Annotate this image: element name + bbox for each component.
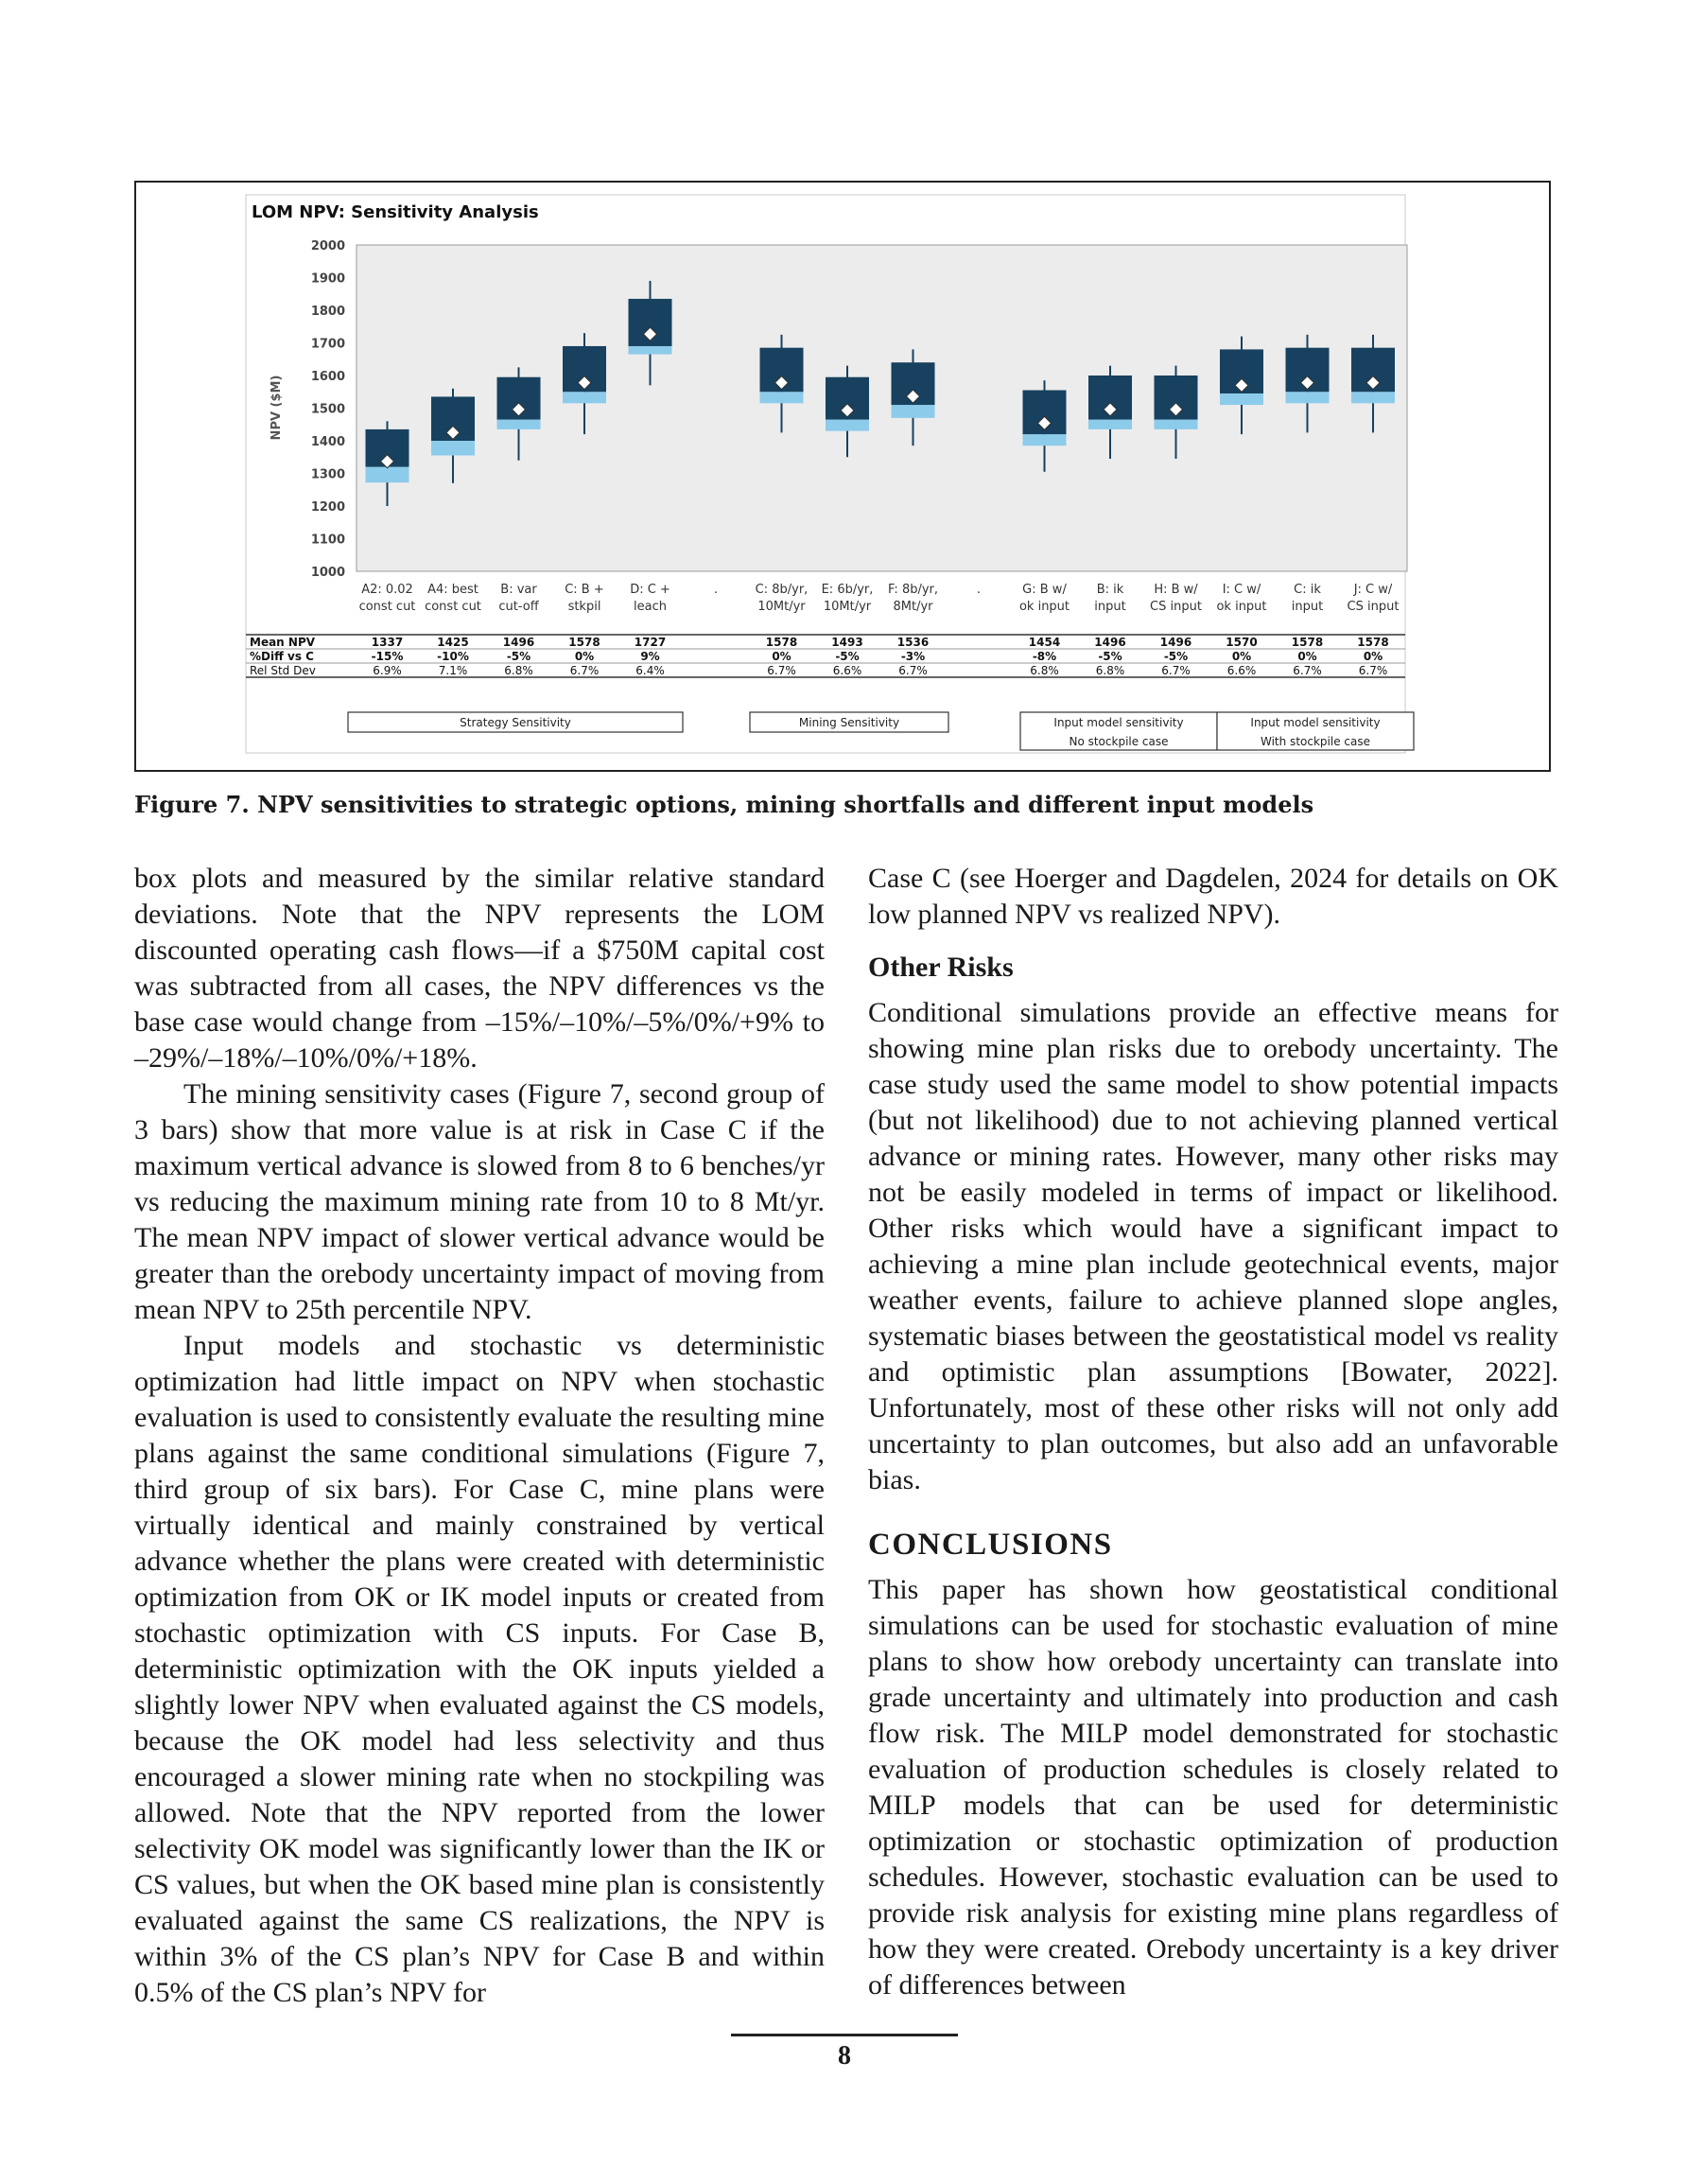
paragraph: Case C (see Hoerger and Dagdelen, 2024 for details on OK low planned NPV vs realized NPV). (868, 863, 1558, 930)
category-label: const cut (358, 600, 416, 614)
category-label: C: 8b/yr, (755, 583, 809, 597)
category-label: B: var (500, 583, 537, 597)
category-label: . (976, 583, 982, 597)
paragraph: Conditional simulations provide an effective means for showing mine plan risks due to orebody uncertainty. The case study used the same model to show potential impacts (but not likelihood) due to not achieving planned vertical advance or mining rates. However, many other risks may not be easily modeled in terms of impact or likelihood. Other risks which would have a significant impact to achieving a mine plan include geotechnical events, major weather events, failure to achieve planned slope angles, systematic biases between the geostatistical model vs reality and optimistic plan assumptions [Bowater, 2022]. Unfortunately, most of these other risks will not only add uncertainty to plan outcomes, but also add an unfavorable bias. (868, 997, 1558, 1495)
table-cell: -5% (506, 650, 531, 663)
table-row-label: %Diff vs C (250, 650, 314, 663)
table-cell: 1425 (437, 636, 469, 649)
y-tick-label: 1300 (310, 467, 345, 482)
table-cell: 6.6% (1226, 664, 1257, 677)
y-axis-label: NPV ($M) (270, 375, 284, 441)
category-label: input (1094, 600, 1126, 614)
box-lower-quartile (1351, 392, 1395, 403)
category-label: ok input (1018, 600, 1070, 614)
table-cell: 9% (640, 650, 660, 663)
table-cell: 6.8% (1030, 664, 1059, 677)
table-cell: 1493 (831, 636, 863, 649)
table-cell: 6.7% (898, 664, 928, 677)
table-cell: 6.4% (635, 664, 665, 677)
right-column (868, 861, 1558, 2003)
y-tick-label: 1500 (310, 402, 345, 417)
paragraph: This paper has shown how geostatistical conditional simulations can be used for stochastic evaluation of mine plans to show how orebody uncertainty can translate into grade uncertainty and ultimately into production and cash flow risk. The MILP model demonstrated for stochastic evaluation of production schedules is closely related to MILP models that can be used for deterministic optimization or stochastic optimization of production schedules. However, stochastic evaluation can be used to provide risk analysis for existing mine plans regardless of how they were created. Orebody uncertainty is a key driver of differences between (868, 1574, 1558, 2001)
category-label: G: B w/ (1022, 583, 1067, 597)
box-plot-chart (136, 183, 1549, 770)
table-cell: 1496 (502, 636, 535, 649)
table-cell: 6.8% (504, 664, 533, 677)
table-cell: 1578 (1357, 636, 1389, 649)
table-cell: -8% (1032, 650, 1057, 663)
group-label: Strategy Sensitivity (460, 716, 571, 729)
category-label: B: ik (1096, 583, 1124, 597)
category-label: input (1291, 600, 1324, 614)
group-label: With stockpile case (1261, 735, 1370, 748)
y-tick-label: 1600 (310, 370, 345, 384)
category-label: D: C + (630, 583, 670, 597)
table-cell: 0% (574, 650, 595, 663)
table-cell: 1454 (1028, 636, 1061, 649)
table-cell: 6.8% (1095, 664, 1125, 677)
table-cell: 1578 (568, 636, 600, 649)
table-cell: 1337 (371, 636, 404, 649)
box-lower-quartile (760, 392, 804, 403)
table-cell: 6.7% (569, 664, 600, 677)
paragraph: The mining sensitivity cases (Figure 7, second group of 3 bars) show that more value is at risk in Case C if the maximum vertical advance is slowed from 8 to 6 benches/yr vs reducing the maximum mining rate from 10 to 8 Mt/yr. The mean NPV impact of slower vertical advance would be greater than the orebody uncertainty impact of moving from mean NPV to 25th percentile NPV. (134, 1078, 825, 1325)
category-label: A2: 0.02 (361, 583, 413, 597)
table-row-label: Mean NPV (250, 636, 316, 649)
section-heading-conclusions: CONCLUSIONS (868, 1528, 1113, 1562)
table-cell: 6.9% (373, 664, 402, 677)
table-cell: -3% (900, 650, 926, 663)
box-lower-quartile (431, 441, 475, 456)
box-lower-quartile (1155, 420, 1198, 429)
category-label: ok input (1216, 600, 1267, 614)
table-row-label: Rel Std Dev (250, 664, 316, 677)
table-cell: -5% (1098, 650, 1122, 663)
box-lower-quartile (1023, 434, 1067, 446)
table-cell: -15% (371, 650, 404, 663)
paragraph: box plots and measured by the similar relative standard deviations. Note that the NPV represents the LOM discounted operating cash flows—if a $750M capital cost was subtracted from all cases, the NPV differences vs the base case would change from –15%/–10%/–5%/0%/+9% to –29%/–18%/–10%/0%/+18%. (134, 863, 825, 1074)
chart-title: LOM NPV: Sensitivity Analysis (252, 202, 539, 222)
y-tick-label: 1200 (310, 500, 345, 515)
y-tick-label: 1700 (310, 337, 345, 352)
category-label: C: ik (1294, 583, 1321, 597)
page-number: 8 (838, 2041, 851, 2070)
y-tick-label: 2000 (310, 239, 345, 253)
category-label: cut-off (498, 600, 539, 614)
table-cell: 1496 (1159, 636, 1192, 649)
box-lower-quartile (892, 405, 935, 418)
table-cell: 0% (772, 650, 791, 663)
table-cell: 6.7% (767, 664, 796, 677)
box-lower-quartile (366, 467, 409, 483)
table-cell: 1578 (1291, 636, 1324, 649)
y-tick-label: 1100 (310, 533, 345, 548)
table-cell: 6.7% (1161, 664, 1191, 677)
category-label: F: 8b/yr, (887, 583, 939, 597)
table-cell: -5% (835, 650, 860, 663)
y-tick-label: 1400 (310, 435, 345, 449)
table-cell: 6.6% (832, 664, 862, 677)
figure-frame (134, 181, 1551, 772)
table-cell: -5% (1163, 650, 1189, 663)
box-lower-quartile (826, 420, 869, 431)
category-label: C: B + (565, 583, 604, 597)
left-column (134, 861, 825, 2011)
box-lower-quartile (497, 420, 541, 429)
table-cell: 0% (1297, 650, 1317, 663)
category-label: H: B w/ (1154, 583, 1198, 597)
category-label: leach (634, 600, 667, 614)
y-tick-label: 1000 (310, 566, 345, 580)
category-label: 10Mt/yr (757, 600, 806, 614)
box-lower-quartile (1220, 393, 1263, 405)
group-label: Input model sensitivity (1250, 716, 1381, 729)
category-label: I: C w/ (1222, 583, 1261, 597)
table-cell: 7.1% (438, 664, 468, 677)
category-label: stkpil (567, 600, 601, 614)
group-label: Mining Sensitivity (798, 716, 900, 729)
category-label: J: C w/ (1353, 583, 1393, 597)
table-cell: 1727 (634, 636, 667, 649)
table-cell: 1570 (1226, 636, 1258, 649)
section-heading-other-risks: Other Risks (868, 952, 1014, 983)
y-tick-label: 1900 (310, 271, 345, 287)
category-label: E: 6b/yr, (821, 583, 874, 597)
table-cell: 6.7% (1293, 664, 1322, 677)
box-lower-quartile (563, 392, 606, 403)
table-cell: 1536 (896, 636, 930, 649)
category-label: 10Mt/yr (823, 600, 872, 614)
category-label: A4: best (427, 583, 478, 597)
figure-caption: Figure 7. NPV sensitivities to strategic options, mining shortfalls and different input models (134, 791, 1314, 818)
box-lower-quartile (1088, 420, 1132, 429)
table-cell: 0% (1363, 650, 1383, 663)
y-tick-label: 1800 (310, 305, 345, 319)
footer-rule (731, 2034, 958, 2036)
table-cell: 0% (1231, 650, 1252, 663)
paragraph: Input models and stochastic vs deterministic optimization had little impact on NPV when stochastic evaluation is used to consistently evaluate the resulting mine plans against the same conditional simulations (Figure 7, third group of six bars). For Case C, mine plans were virtually identical and mainly constrained by vertical advance whether the plans were created with deterministic optimization from OK or IK model inputs or created from stochastic optimization with CS inputs. For Case B, deterministic optimization with the OK inputs yielded a slightly lower NPV when evaluated against the CS models, because the OK model had less selectivity and thus encouraged a slower mining rate when no stockpiling was allowed. Note that the NPV reported from the lower selectivity OK model was significantly lower than the IK or CS values, but when the OK based mine plan is consistently evaluated against the same CS realizations, the NPV is within 3% of the CS plan’s NPV for Case B and within 0.5% of the CS plan’s NPV for (134, 1330, 825, 2008)
category-label: CS input (1347, 600, 1400, 614)
box-lower-quartile (1286, 392, 1330, 403)
category-label: . (713, 583, 719, 597)
category-label: const cut (425, 600, 481, 614)
category-label: 8Mt/yr (893, 600, 933, 614)
box-lower-quartile (629, 346, 672, 355)
table-cell: 1578 (765, 636, 798, 649)
table-cell: 1496 (1094, 636, 1126, 649)
group-label: No stockpile case (1069, 735, 1169, 748)
group-label: Input model sensitivity (1053, 716, 1184, 729)
category-label: CS input (1150, 600, 1202, 614)
table-cell: 6.7% (1358, 664, 1388, 677)
table-cell: -10% (437, 650, 469, 663)
